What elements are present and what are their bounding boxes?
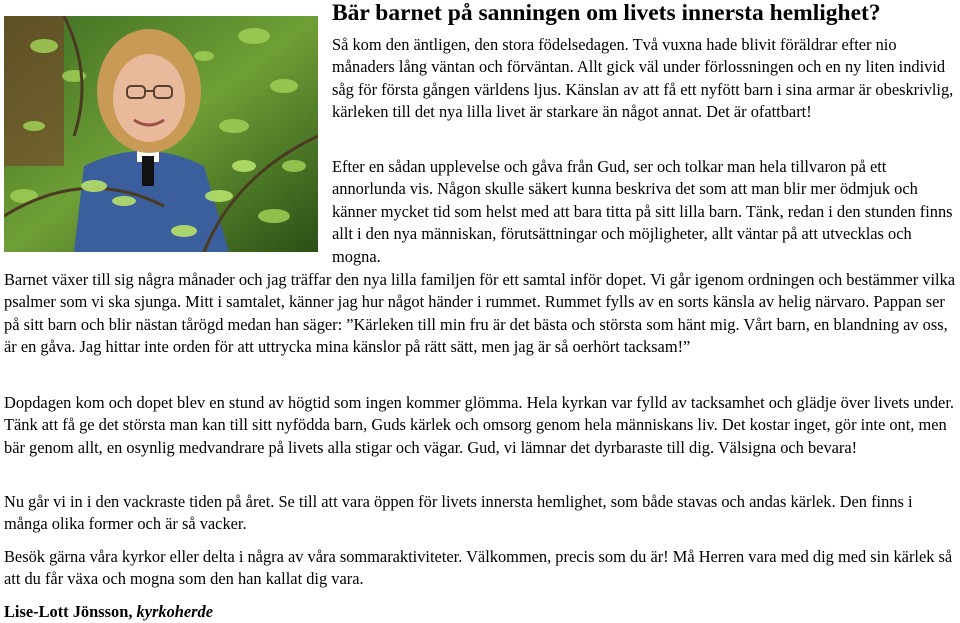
- paragraph-6: Besök gärna våra kyrkor eller delta i några av våra sommaraktiviteter. Välkommen, precis som du är! Må Herren vara med dig med sin kärlek så att du får växa och mogna som den han kallat dig vara.: [4, 547, 953, 589]
- signature-role: kyrkoherde: [136, 602, 214, 621]
- paragraph-2: Efter en sådan upplevelse och gåva från Gud, ser och tolkar man hela tillvaron på ett annorlunda vis. Någon skulle säkert kunna beskriva det som att man blir mer ödmjuk och känner mycket tid som helst med att bara titta på sitt lilla barn. Tänk, redan i den stunden finns allt i den nya människan, förutsättningar och möjligheter, allt väntar på att utvecklas och mogna.: [332, 157, 953, 266]
- portrait-image: [4, 16, 318, 252]
- paragraph-4: Dopdagen kom och dopet blev en stund av högtid som ingen kommer glömma. Hela kyrkan var fylld av tacksamhet och glädje över livets under. Tänk att få ge det största man kan till sitt nyfödda barn, Guds kärlek och omsorg genom hela människans liv. Det kostar inget, gör inte ont, men bär genom allt, en osynlig medvandrare på livets alla stigar och vägar. Gud, vi lämnar det dyrbaraste till dig. Välsigna och bevara!: [4, 393, 954, 457]
- article-title: Bär barnet på sanningen om livets innersta hemlighet?: [332, 0, 881, 26]
- paragraph-3: Barnet växer till sig några månader och jag träffar den nya lilla familjen för ett samtal inför dopet. Vi går igenom ordningen och bestämmer vilka psalmer som vi ska sjunga. Mitt i samtalet, känner jag hur något händer i rummet. Rummet fylls av en sorts känsla av helig närvaro. Pappan ser på sitt barn och blir nästan tårögd medan han säger: ”Kärleken till min fru är det bästa och största som hänt mig. Vårt barn, en blandning av oss, är en gåva. Jag hittar inte orden för att uttrycka mina känslor på rätt sätt, men jag är så oerhört tacksam!”: [4, 270, 956, 357]
- portrait-photo: [4, 16, 318, 252]
- signature: [4, 601, 213, 623]
- paragraph-5: Nu går vi in i den vackraste tiden på året. Se till att vara öppen för livets innersta hemlighet, som både stavas och andas kärlek. Den finns i många olika former och är så vacker.: [4, 492, 913, 534]
- signature-name: Lise-Lott Jönsson,: [4, 602, 133, 621]
- paragraph-1: Så kom den äntligen, den stora födelsedagen. Två vuxna hade blivit föräldrar efter nio månaders lång väntan och förväntan. Allt gick väl under förlossningen och en ny liten individ såg för första gången världens ljus. Känslan av att få ett nyfött barn i sina armar är obeskrivlig, kärleken till det nya lilla livet är starkare än något annat. Det är ofattbart!: [332, 35, 954, 122]
